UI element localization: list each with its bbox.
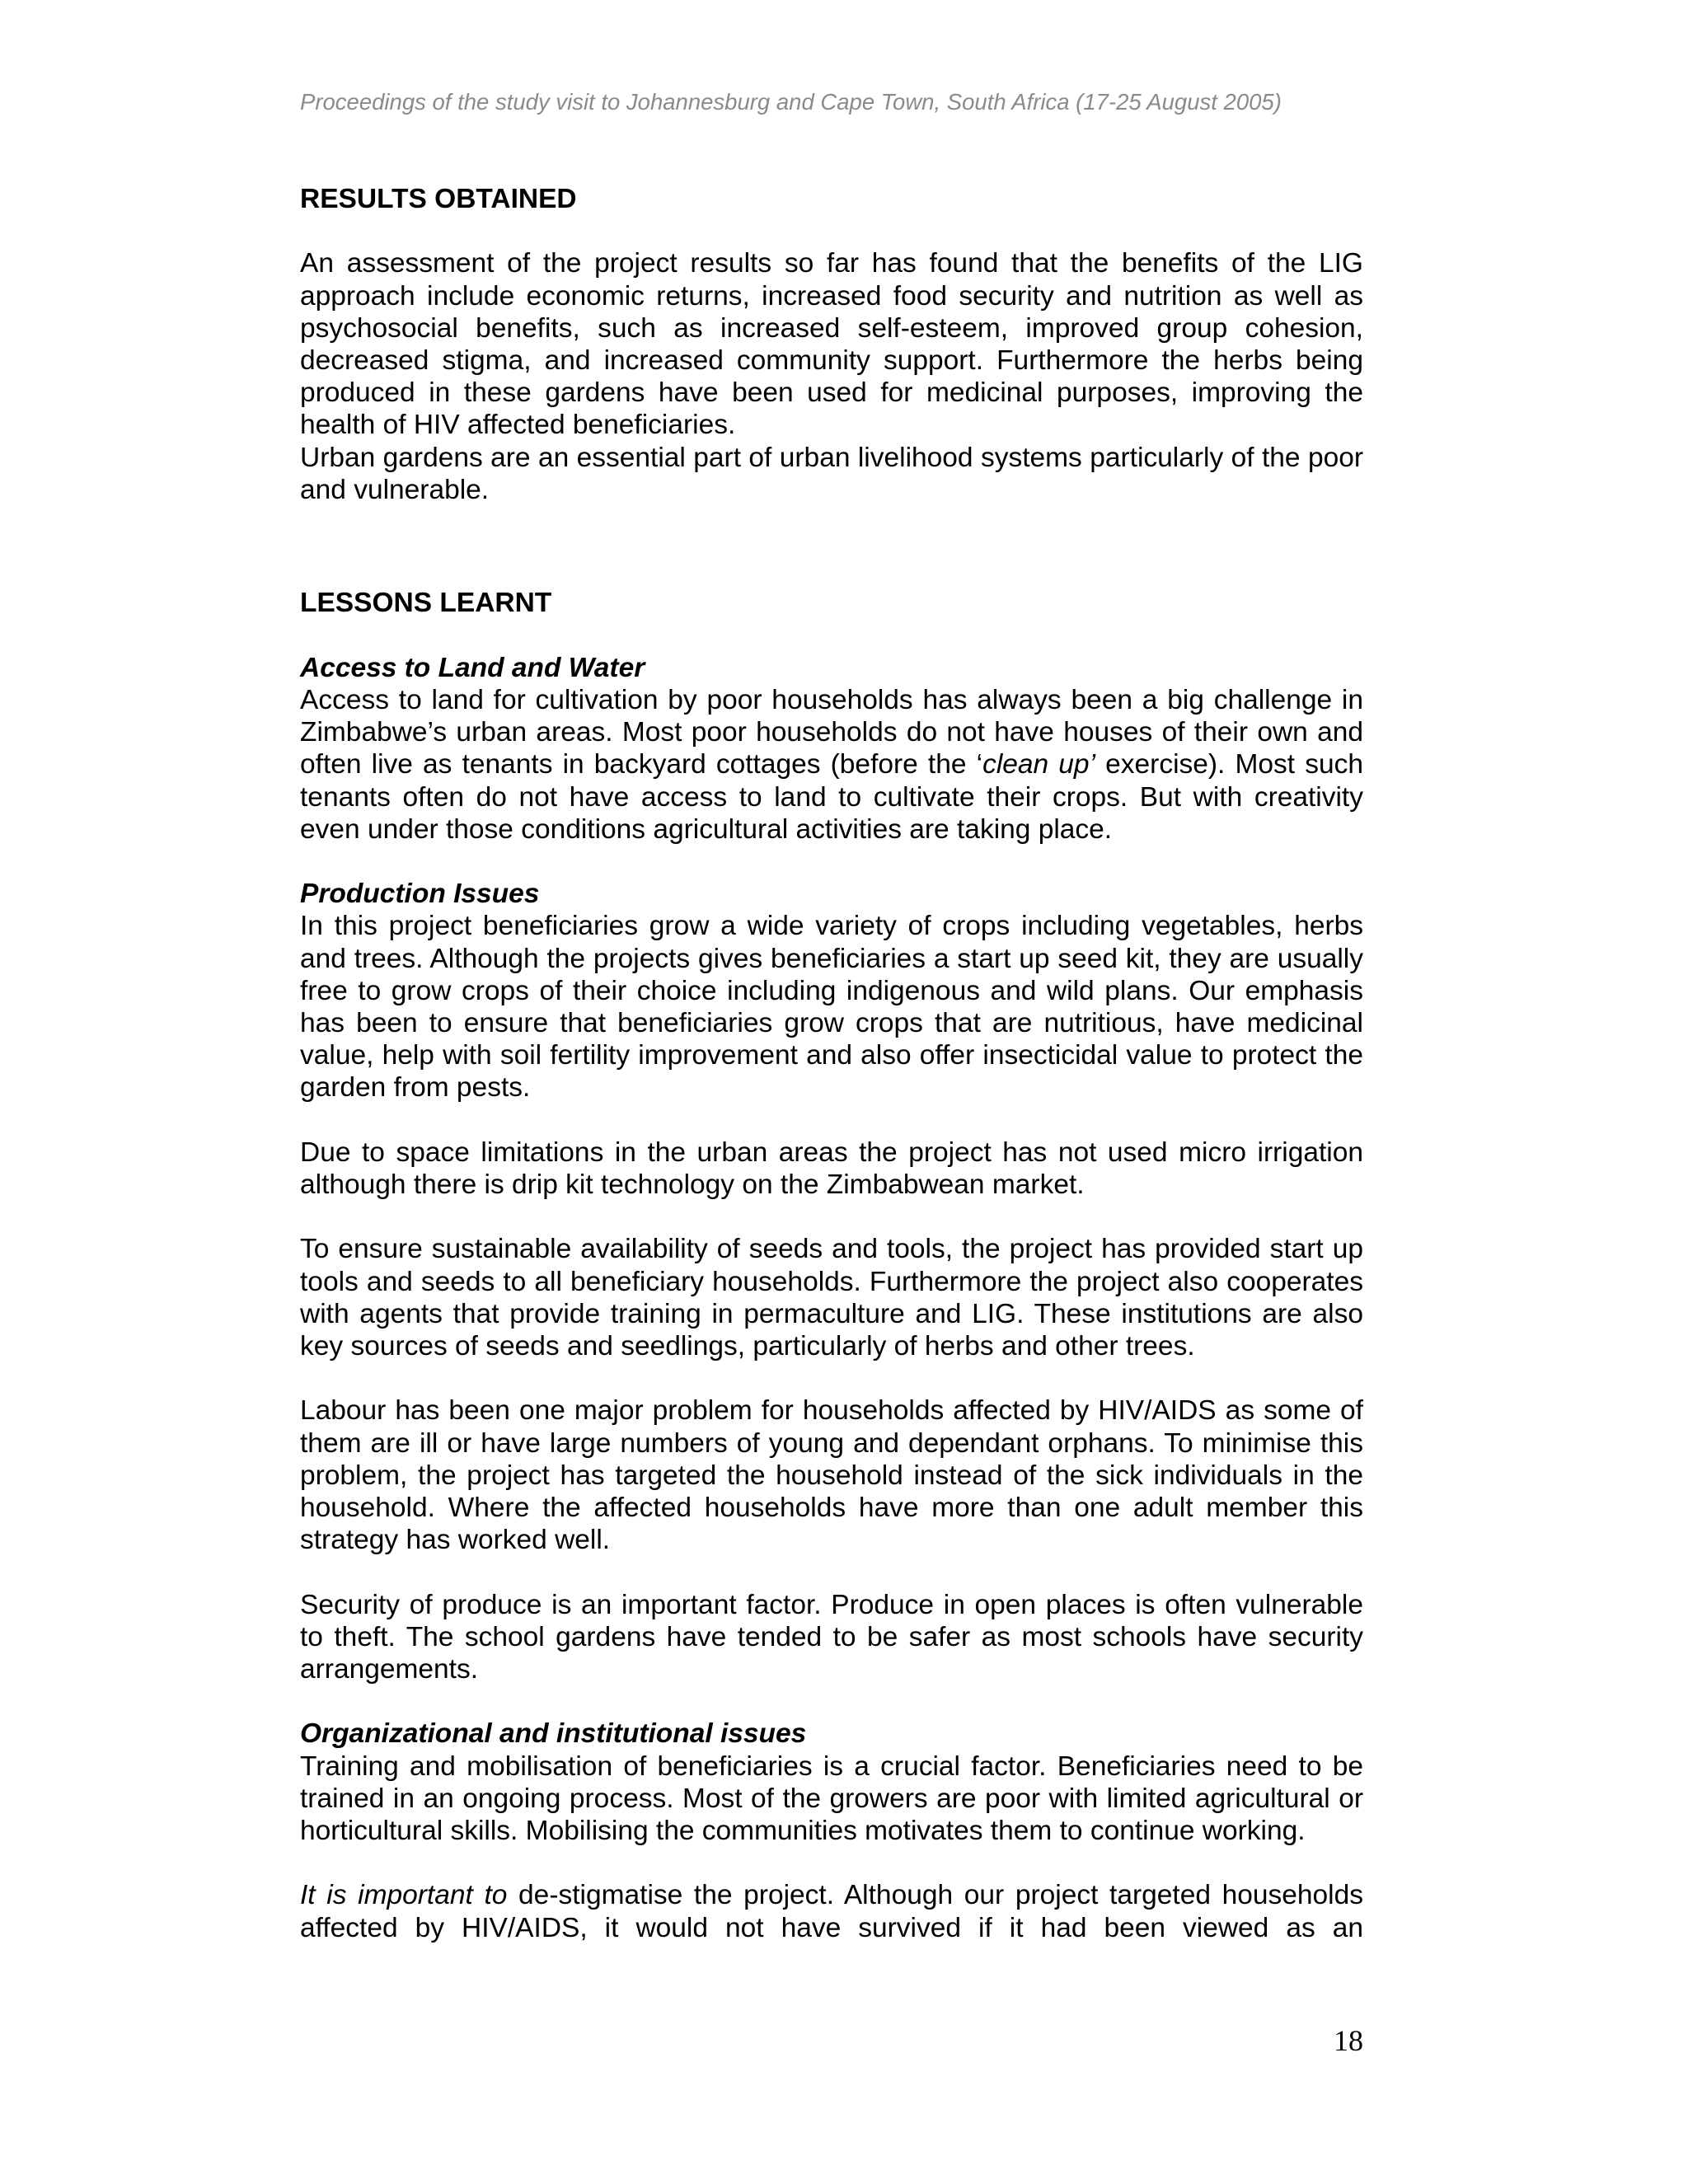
land-water-text-after: exercise). Most such tenants often do not have access to land to cultivate their crops. But with creativity even under those conditions agricultural activities are taking place. <box>300 749 1363 845</box>
running-header: Proceedings of the study visit to Johannesburg and Cape Town, South Africa (17-25 August 2005) <box>300 89 1282 115</box>
production-paragraph-labour: Labour has been one major problem for households affected by HIV/AIDS as some of them are ill or have large numbers of young and dependant orphans. To minimise this problem, the project has targeted the household instead of the sick individuals in the household. Where the affected households have more than one adult member this strategy has worked well. <box>300 1395 1363 1556</box>
results-paragraph-urban: Urban gardens are an essential part of urban livelihood systems particularly of the poor and vulnerable. <box>300 442 1363 505</box>
destigmatise-italic-phrase: It is important to <box>300 1880 508 1911</box>
page-number: 18 <box>1334 2024 1363 2057</box>
production-paragraph-seeds: To ensure sustainable availability of seeds and tools, the project has provided start up tools and seeds to all beneficiary households. Furthermore the project also cooperates with agents that provide training in permaculture and LIG. These institutions are also key sources of seeds and seedlings, particularly of herbs and other trees. <box>300 1234 1363 1362</box>
results-paragraph: An assessment of the project results so far has found that the benefits of the LIG approach include economic returns, increased food security and nutrition as well as psychosocial benefits, such as increased self-esteem, improved group cohesion, decreased stigma, and increased community support. Furthermore the herbs being produced in these gardens have been used for medicinal purposes, improving the health of HIV affected beneficiaries. <box>300 248 1363 441</box>
lessons-heading: LESSONS LEARNT <box>300 588 552 619</box>
production-paragraph-crops: In this project beneficiaries grow a wide variety of crops including vegetables, herbs and trees. Although the projects gives beneficiaries a start up seed kit, they are usually free to grow crops of their choice including indigenous and wild plans. Our emphasis has been to ensure that beneficiaries grow crops that are nutritious, have medicinal value, help with soil fertility improvement and also offer insecticidal value to protect the garden from pests. <box>300 911 1363 1104</box>
land-water-italic-phrase: clean up’ <box>982 749 1096 780</box>
results-heading: RESULTS OBTAINED <box>300 184 577 214</box>
page-body <box>300 183 1363 1944</box>
land-water-paragraph <box>300 684 1363 846</box>
production-subheading: Production Issues <box>300 879 540 910</box>
production-paragraph-irrigation: Due to space limitations in the urban areas the project has not used micro irrigation although there is drip kit technology on the Zimbabwean market. <box>300 1137 1363 1201</box>
organizational-subheading: Organizational and institutional issues <box>300 1718 807 1750</box>
organizational-paragraph-destigmatise <box>300 1879 1363 1943</box>
destigmatise-text: de-stigmatise the project. Although our project targeted households affected by HIV/AIDS, it would not have survived if it had been viewed as an <box>300 1880 1363 1943</box>
land-water-subheading: Access to Land and Water <box>300 652 645 683</box>
land-water-text-before: Access to land for cultivation by poor households has always been a big challenge in Zimbabwe’s urban areas. Most poor households do not have houses of their own and often live as tenants in backyard cottages (before the ‘ <box>300 685 1363 780</box>
organizational-paragraph-training: Training and mobilisation of beneficiaries is a crucial factor. Beneficiaries need to be trained in an ongoing process. Most of the growers are poor with limited agricultural or horticultural skills. Mobilising the communities motivates them to continue working. <box>300 1750 1363 1847</box>
production-paragraph-security: Security of produce is an important factor. Produce in open places is often vulnerable to theft. The school gardens have tended to be safer as most schools have security arrangements. <box>300 1589 1363 1685</box>
